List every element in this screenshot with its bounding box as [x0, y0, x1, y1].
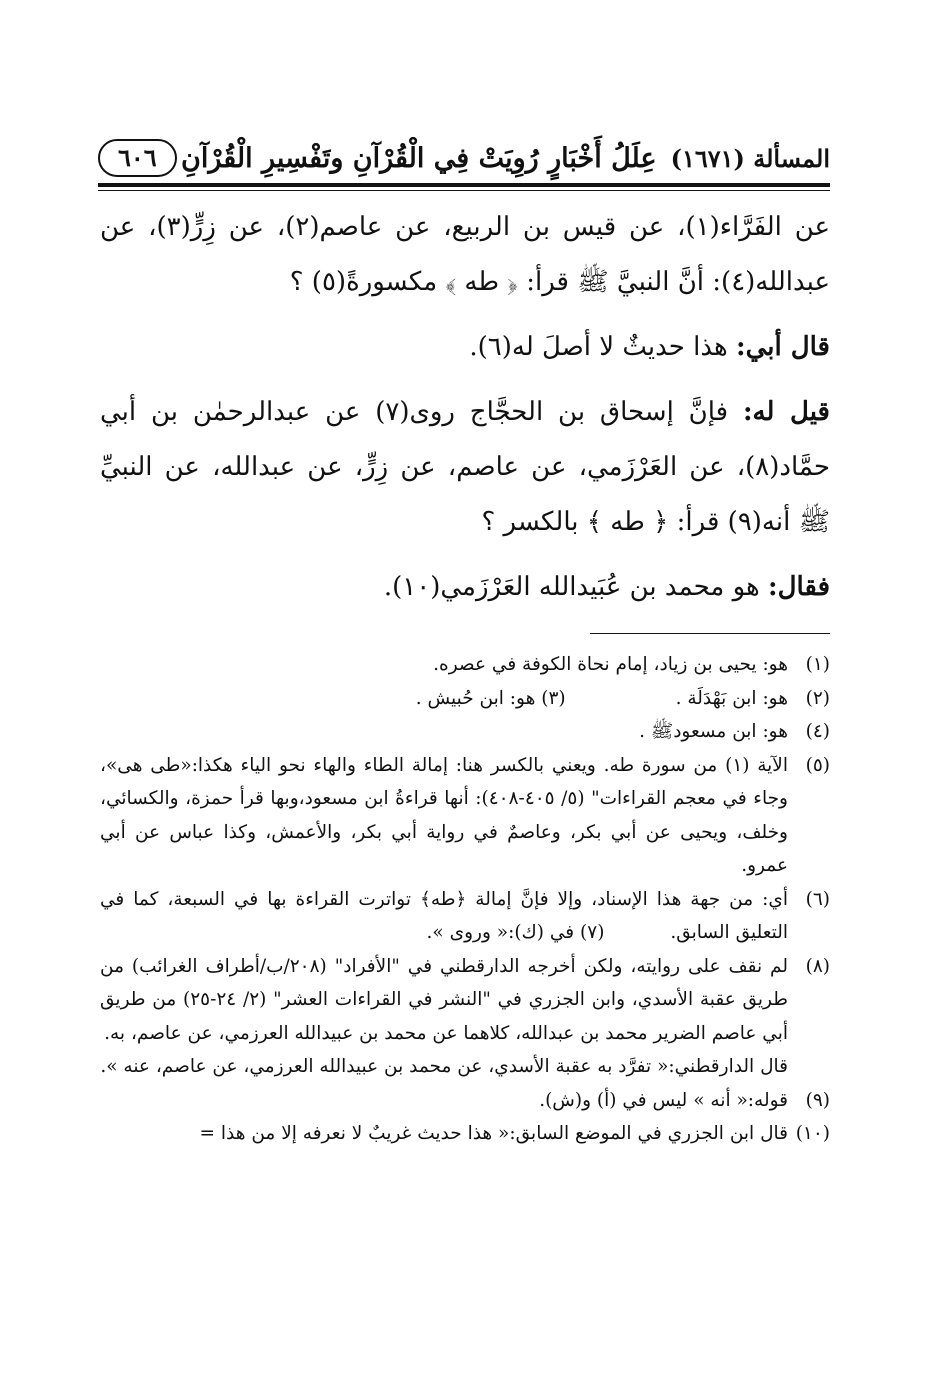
footnote-separator: [590, 633, 830, 634]
footnote-6: [100, 883, 830, 950]
footnote-3: [416, 682, 566, 716]
header-rule-thin: [98, 190, 830, 191]
footnote-text: قوله:« أنه » ليس في (أ) و(ش).: [539, 1089, 788, 1111]
issue-label: المسألة (١٦٧١): [670, 143, 830, 173]
footnote-number: (١٠): [795, 1123, 830, 1144]
footnote-inline-group: [416, 682, 788, 716]
paragraph-text: هو محمد بن عُبَيدالله العَرْزَمي(١٠).: [383, 572, 760, 602]
main-text: [100, 200, 830, 615]
paragraph-question: [100, 385, 830, 550]
footnote-number: (٧): [580, 922, 605, 943]
running-title: عِلَلُ أَخْبَارٍ رُوِيَتْ فِي الْقُرْآنِ وتَفْسِيرِ الْقُرْآنِ: [181, 142, 657, 174]
page-number: ٦٠٦: [98, 139, 177, 177]
footnote-text-continued: قال الدارقطني:« تفرَّد به عقبة الأسدي، عن محمد بن عبيدالله العرزمي، عن عاصم، عنه ».: [100, 1056, 788, 1077]
page-header: [98, 136, 830, 180]
speaker-label: فقال:: [768, 572, 830, 602]
footnote-text: في (ك):« وروى ».: [426, 922, 575, 943]
footnote-text: هو: ابن حُبيش .: [415, 687, 536, 709]
footnote-5: [100, 749, 830, 883]
footnote-text: أي: من جهة هذا الإسناد، وإلا فإنَّ إمالة ﴿طه﴾ تواترت القراءة بها في السبعة، كما في التعليق السابق.: [100, 888, 788, 943]
footnote-number: (٥): [805, 754, 830, 776]
footnote-1: [100, 648, 830, 682]
footnote-text: هو: ابن بَهْدَلَة .: [675, 687, 788, 709]
footnote-text: هو: ابن مسعودﷺ .: [639, 721, 788, 742]
footnote-2-3: [100, 682, 830, 716]
footnote-7: [427, 922, 605, 943]
footnote-4: [100, 715, 830, 749]
header-rule-thick: [98, 183, 830, 187]
speaker-label: قال أبي:: [735, 332, 830, 362]
footnote-number: (٦): [805, 888, 830, 910]
footnote-text: الآية (١) من سورة طه. ويعني بالكسر هنا: إمالة الطاء والهاء نحو الياء هكذا:«طى هى»، وجاء في معجم القراءات" (٥/ ٤٠٥-٤٠٨): أنها قراءةُ ابن مسعود،وبها قرأ حمزة، والكسائي، وخلف، ويحيى عن أبي بكر، وعاصمٌ في رواية أبي بكر، والأعمش، وكذا عباس عن أبي عمرو.: [100, 754, 788, 876]
footnote-number: (٢): [805, 687, 830, 709]
footnote-number: (٤): [805, 721, 830, 742]
footnote-number: (٩): [805, 1089, 830, 1111]
paragraph-text: هذا حديثٌ لا أصلَ له(٦).: [469, 332, 728, 362]
footnote-number: (٨): [805, 955, 830, 977]
footnote-number: (١): [805, 654, 830, 675]
footnote-text: قال ابن الجزري في الموضع السابق:« هذا حديث غريبٌ لا نعرفه إلا من هذا =: [199, 1123, 788, 1144]
footnotes: [100, 648, 830, 1151]
footnote-number: (٣): [541, 687, 566, 709]
footnote-text: لم نقف على روايته، ولكن أخرجه الدارقطني في "الأفراد" (٢٠٨/ب/أطراف الغرائب) من طريق عقبة الأسدي، وابن الجزري في "النشر في القراءات العشر" (٢/ ٢٤-٢٥) من طريق أبي عاصم الضرير محمد بن عبدالله، كلاهما عن محمد بن عبيدالله العرزمي، عن عاصم، به.: [100, 955, 789, 1044]
footnote-8: [100, 950, 830, 1084]
paragraph-text: فإنَّ إسحاق بن الحجَّاج روى(٧) عن عبدالرحمٰن بن أبي حمَّاد(٨)، عن العَرْزَمي، عن عاصم، عن زِرٍّ، عن عبدالله، عن النبيِّ ﷺ أنه(٩) قرأ: ﴿ طه ﴾ بالكسر ؟: [100, 397, 830, 537]
footnote-text: هو: يحيى بن زياد، إمام نحاة الكوفة في عصره.: [433, 654, 788, 675]
footnote-10: [100, 1117, 830, 1151]
speaker-label: قيل له:: [742, 397, 830, 427]
paragraph-reply: [100, 560, 830, 615]
paragraph-abi-answer: [100, 320, 830, 375]
paragraph-isnad: عن الفَرَّاء(١)، عن قيس بن الربيع، عن عاصم(٢)، عن زِرٍّ(٣)، عن عبدالله(٤): أنَّ النبيَّ ﷺ قرأ: ﴿ طه ﴾ مكسورةً(٥) ؟: [100, 212, 831, 297]
footnote-9: [100, 1084, 830, 1118]
